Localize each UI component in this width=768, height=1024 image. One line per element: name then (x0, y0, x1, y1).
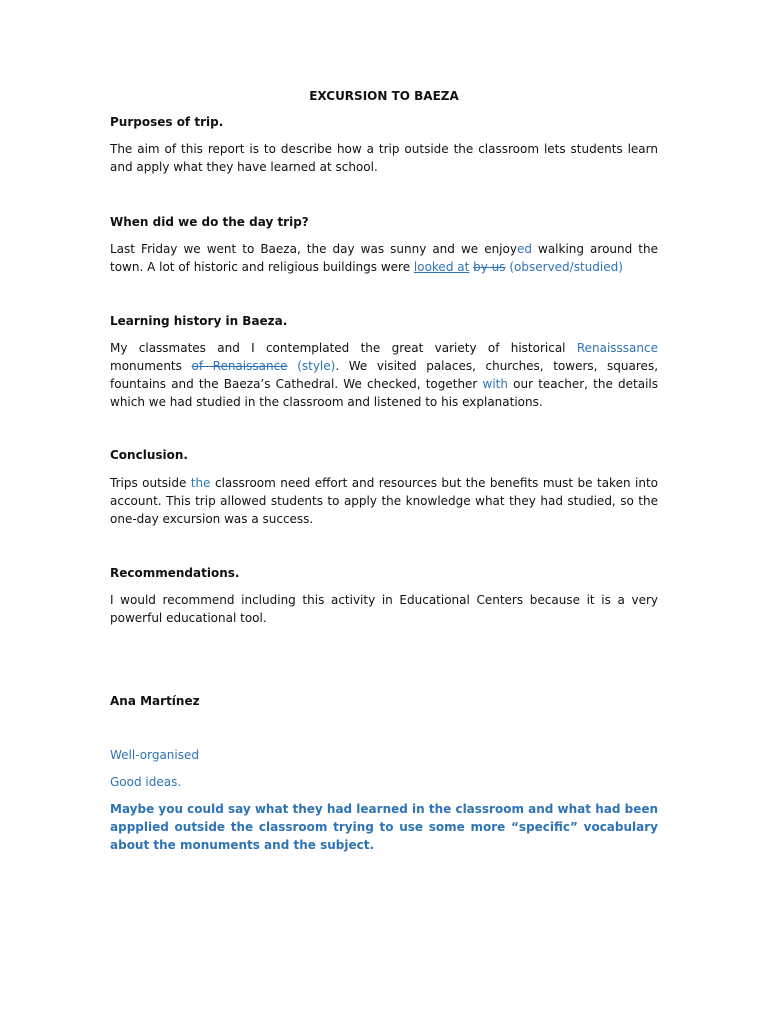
conclusion-text-2: classroom need effort and resources but the benefits must be taken into account. This trip allowed students to apply the knowledge what they had studied, so the one-day excursion was a success. (110, 476, 659, 526)
conclusion-insertion-the: the (190, 476, 211, 490)
feedback-line-1: Well-organised (110, 748, 199, 762)
author-name: Ana Martínez (110, 694, 200, 708)
when-insertion-looked-at: looked at (413, 260, 470, 274)
when-note-observed: (observed/studied) (509, 260, 623, 274)
document-title: EXCURSION TO BAEZA (309, 89, 459, 103)
history-insertion-renaissance: Renaisssance (576, 341, 658, 355)
history-text-3: . We visited palaces, churches, towers, squares, fountains and the Baeza’s Cathedral. We checked, together (110, 359, 659, 391)
conclusion-paragraph (110, 474, 658, 528)
history-heading: Learning history in Baeza. (110, 314, 288, 328)
recommendations-paragraph: I would recommend including this activity in Educational Centers because it is a very powerful educational tool. (110, 593, 658, 625)
feedback-line-2: Good ideas. (110, 775, 182, 789)
conclusion-text-1: Trips outside (110, 476, 191, 490)
conclusion-heading: Conclusion. (110, 448, 188, 462)
history-paragraph (110, 339, 658, 411)
when-text-1: Last Friday we went to Baeza, the day was sunny and we enjoy (110, 242, 517, 256)
feedback-paragraph: Maybe you could say what they had learned in the classroom and what had been appplied outside the classroom trying to use some more “specific” vocabulary about the monuments and the subject. (110, 802, 659, 852)
history-insertion-with: with (482, 377, 508, 391)
when-heading: When did we do the day trip? (110, 215, 309, 229)
history-text-4: our teacher, the details which we had studied in the classroom and listened to his explanations. (110, 377, 658, 409)
history-deletion-of-renaissance: of Renaissance (191, 359, 288, 373)
history-text-1: My classmates and I contemplated the great variety of historical (110, 341, 577, 355)
purposes-heading: Purposes of trip. (110, 115, 224, 129)
when-text-2: walking around the town. A lot of historic and religious buildings were (110, 242, 658, 274)
when-paragraph (110, 240, 658, 276)
recommendations-heading: Recommendations. (110, 566, 240, 580)
when-insertion-ed: ed (516, 242, 532, 256)
purposes-paragraph: The aim of this report is to describe how a trip outside the classroom lets students learn and apply what they have learned at school. (110, 142, 658, 174)
history-note-style: (style) (297, 359, 336, 373)
when-deletion-by-us: by us (473, 260, 506, 274)
history-text-2: monuments (110, 359, 192, 373)
